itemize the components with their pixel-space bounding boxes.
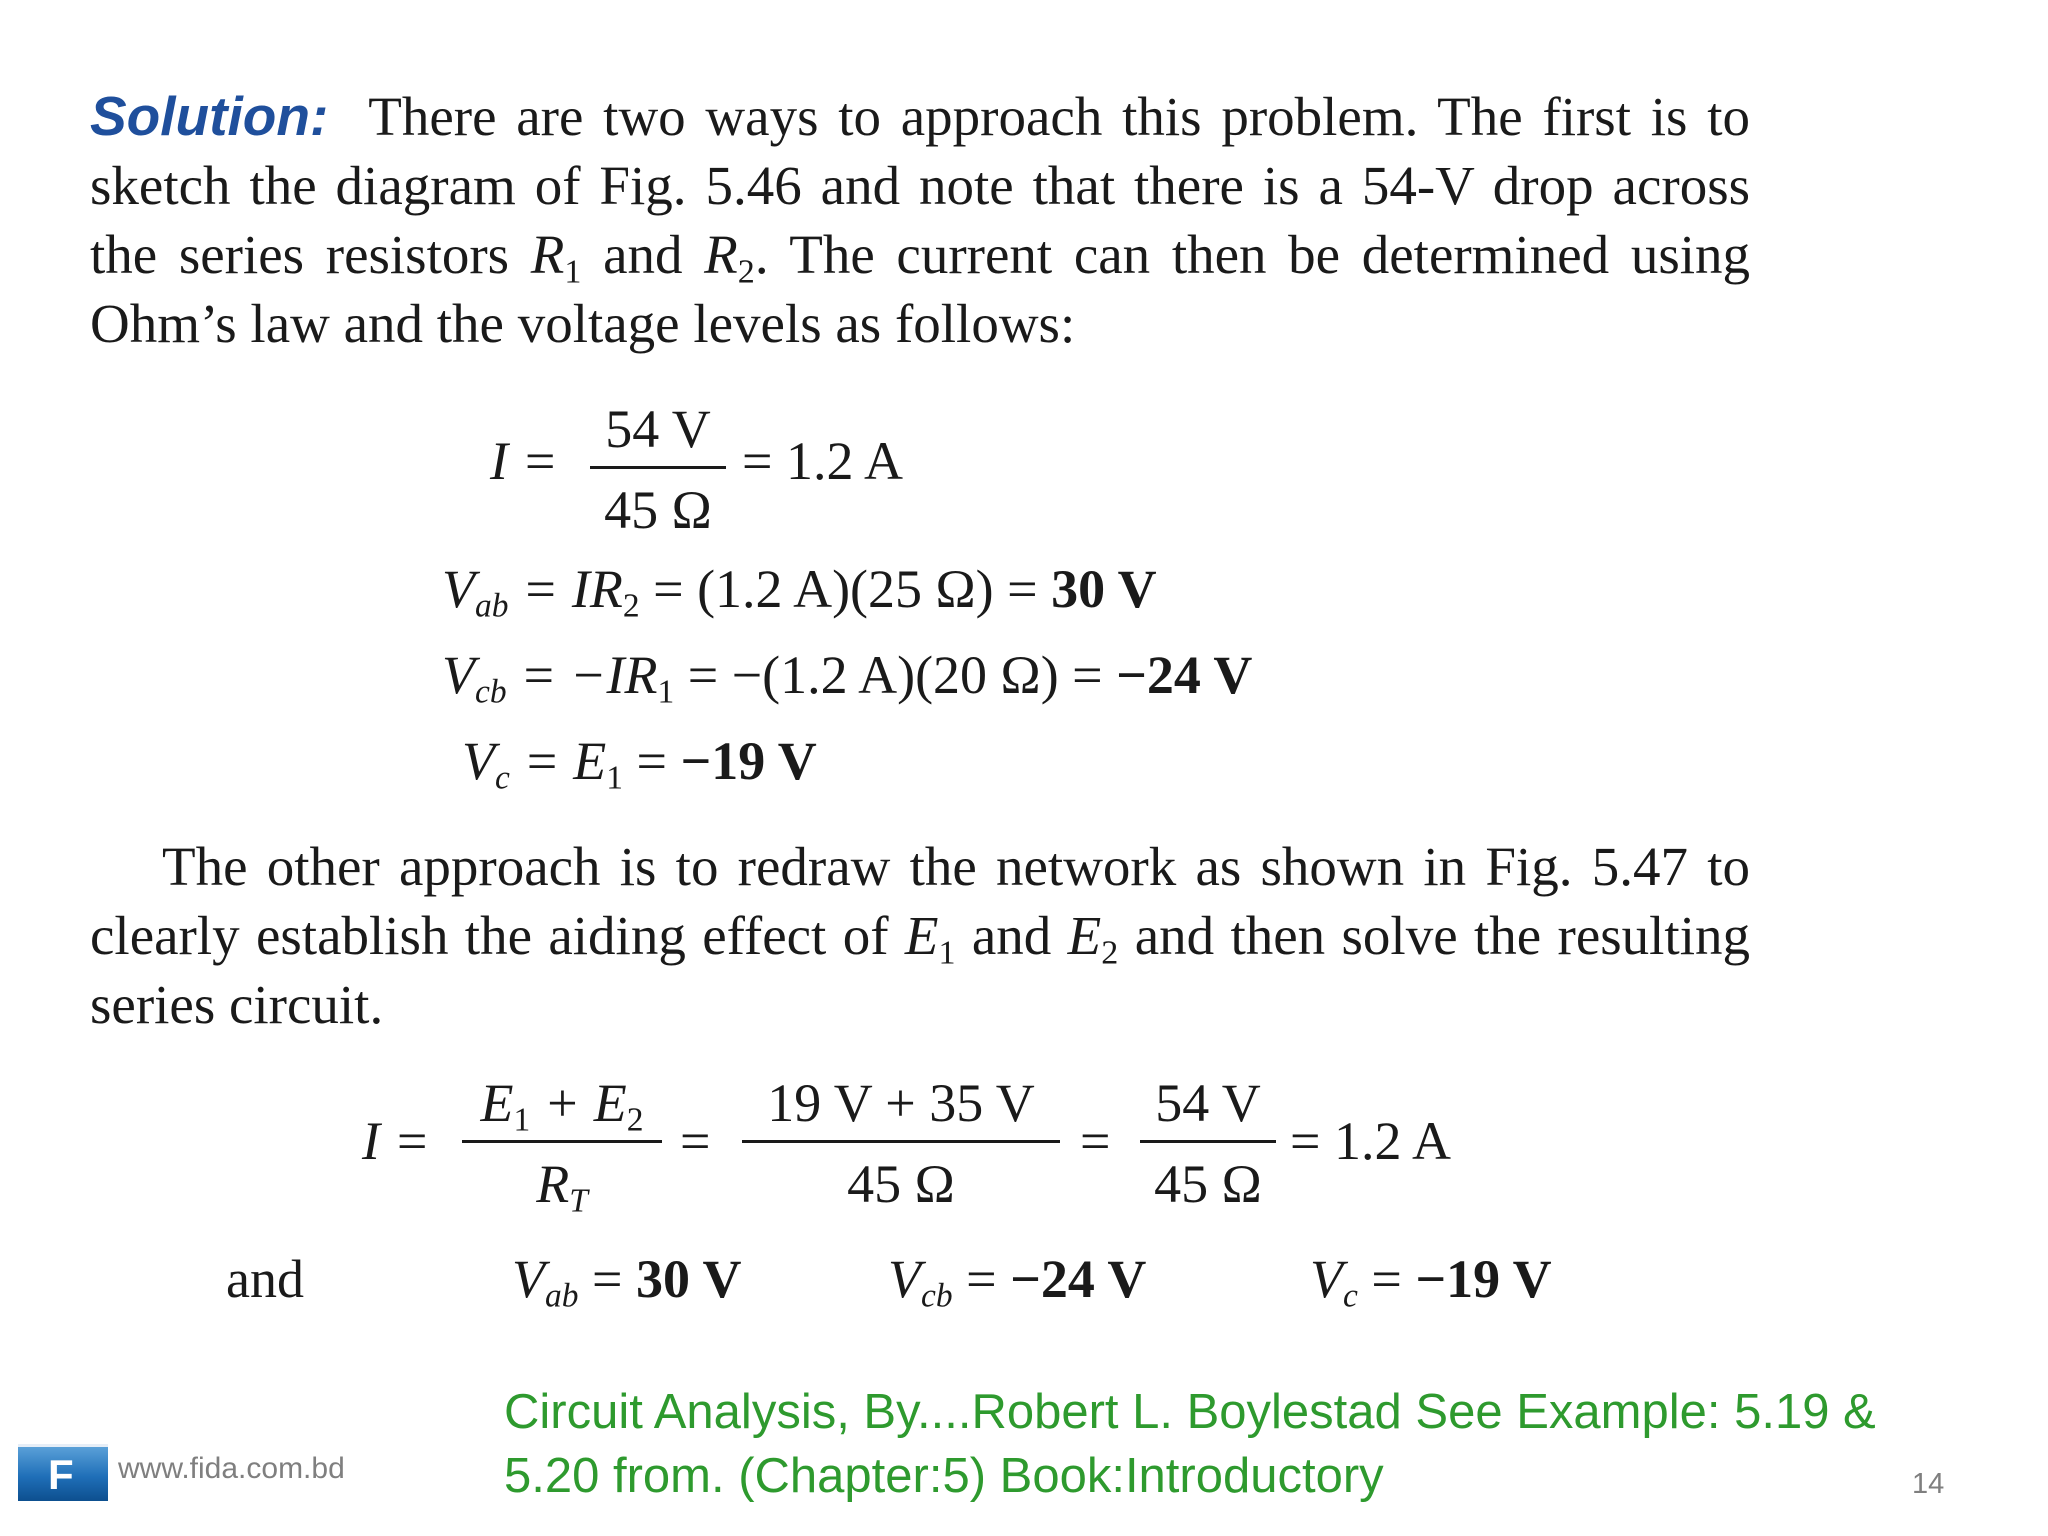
eq3-sub: cb — [475, 673, 507, 711]
eq2-mid2: = (1.2 A)(25 Ω) = — [639, 559, 1052, 619]
eq5-f2-num: 19 V + 35 V — [767, 1073, 1035, 1133]
eq4-v: V — [462, 731, 495, 791]
eq6-c-sub: c — [1343, 1277, 1358, 1315]
r1-subscript: 1 — [564, 253, 582, 291]
eq2-sub: ab — [475, 587, 509, 625]
e1-subscript: 1 — [938, 934, 956, 972]
eq1-denominator: 45 Ω — [604, 480, 712, 540]
eq4-result: −19 V — [680, 731, 817, 791]
paragraph1-and: and — [603, 224, 683, 285]
r1-symbol: R — [530, 224, 565, 285]
eq6-c-val: −19 V — [1415, 1249, 1552, 1309]
website-url: www.fida.com.bd — [118, 1452, 345, 1485]
eq6-a-sub: ab — [545, 1277, 579, 1315]
solution-label: Solution: — [90, 85, 329, 147]
eq3-result: −24 V — [1116, 645, 1253, 705]
eq5-rhs: = 1.2 A — [1290, 1111, 1451, 1171]
eq5-fraction-3 — [1140, 1073, 1276, 1214]
eq4-mid2: = — [623, 731, 681, 791]
eq6-a-eq: = — [578, 1249, 636, 1309]
eq6-b-v: V — [888, 1249, 921, 1309]
eq5-f1-num-a: E — [480, 1073, 514, 1133]
paragraph2-text-a: The other approach is to redraw the network as shown in Fig. 5.47 to clearly establish the aiding effect of — [90, 836, 1750, 966]
book-reference: Circuit Analysis, By....Robert L. Boylestad See Example: 5.19 & 5.20 from. (Chapter:5) Book:Introductory — [504, 1385, 1876, 1503]
r2-symbol: R — [704, 224, 738, 285]
eq5-equals-b: = — [1080, 1111, 1111, 1171]
eq5-f2-den: 45 Ω — [847, 1154, 955, 1214]
eq2-v: V — [442, 559, 475, 619]
paragraph2-text-b: and then solve the resulting series circuit. — [90, 905, 1750, 1035]
paragraph1-text-a: There are two ways to approach this problem. The first is to sketch the diagram of Fig. 5.46 and note that there is a 54-V drop across the series resistors — [90, 86, 1750, 285]
eq6-b-val: −24 V — [1010, 1249, 1147, 1309]
eq1-rhs: = 1.2 A — [742, 431, 903, 491]
eq6-c-eq: = — [1357, 1249, 1416, 1309]
eq1-lhs: I = — [490, 431, 558, 491]
eq5-fraction-2 — [742, 1073, 1060, 1214]
eq6-c-v: V — [1310, 1249, 1343, 1309]
equation-vc — [462, 731, 817, 797]
e1-symbol: E — [904, 905, 939, 966]
eq5-f1-num-a-sub: 1 — [513, 1101, 531, 1139]
eq3-mid: = −IR — [506, 645, 658, 705]
alternate-approach-paragraph — [90, 832, 1750, 1039]
eq6-b-eq: = — [952, 1249, 1011, 1309]
logo-letter: F — [48, 1451, 74, 1498]
eq5-lhs: I = — [362, 1111, 430, 1171]
e2-subscript: 2 — [1101, 934, 1119, 972]
eq1-fraction — [590, 399, 726, 540]
eq4-mid: = E — [509, 731, 607, 791]
eq5-f3-num: 54 V — [1155, 1073, 1261, 1133]
eq5-fraction-1 — [462, 1073, 662, 1220]
paragraph2-and: and — [971, 905, 1052, 966]
eq5-f1-num-plus: + E — [530, 1073, 627, 1133]
eq2-result: 30 V — [1051, 559, 1157, 619]
eq5-f3-den: 45 Ω — [1154, 1154, 1262, 1214]
eq3-v: V — [442, 645, 475, 705]
eq2-mid-sub: 2 — [622, 587, 640, 625]
eq3-mid-sub: 1 — [657, 673, 675, 711]
summary-vab — [512, 1249, 742, 1315]
eq4-mid-sub: 1 — [606, 759, 624, 797]
eq5-f1-den-sub: T — [569, 1182, 588, 1220]
equation-vcb — [442, 645, 1253, 711]
eq6-a-val: 30 V — [635, 1249, 742, 1309]
eq4-sub: c — [495, 759, 510, 797]
eq6-b-sub: cb — [921, 1277, 953, 1315]
eq5-equals-a: = — [680, 1111, 711, 1171]
eq5-f1-num-b-sub: 2 — [626, 1101, 644, 1139]
eq3-mid2: = −(1.2 A)(20 Ω) = — [674, 645, 1117, 705]
eq5-f1-den: R — [536, 1154, 570, 1214]
summary-vcb — [888, 1249, 1147, 1315]
solution-paragraph — [90, 82, 1750, 358]
page-number: 14 — [1912, 1468, 1945, 1500]
eq6-and: and — [226, 1249, 304, 1309]
summary-vc — [1310, 1249, 1552, 1315]
r2-subscript: 2 — [737, 253, 755, 291]
e2-symbol: E — [1067, 905, 1102, 966]
fida-logo — [18, 1444, 108, 1501]
equation-vab — [442, 559, 1157, 625]
eq1-numerator: 54 V — [605, 399, 711, 459]
paragraph1-text-b: . The current can then be determined using Ohm’s law and the voltage levels as follows: — [90, 224, 1750, 354]
eq6-a-v: V — [512, 1249, 545, 1309]
eq2-mid: = IR — [508, 559, 623, 619]
